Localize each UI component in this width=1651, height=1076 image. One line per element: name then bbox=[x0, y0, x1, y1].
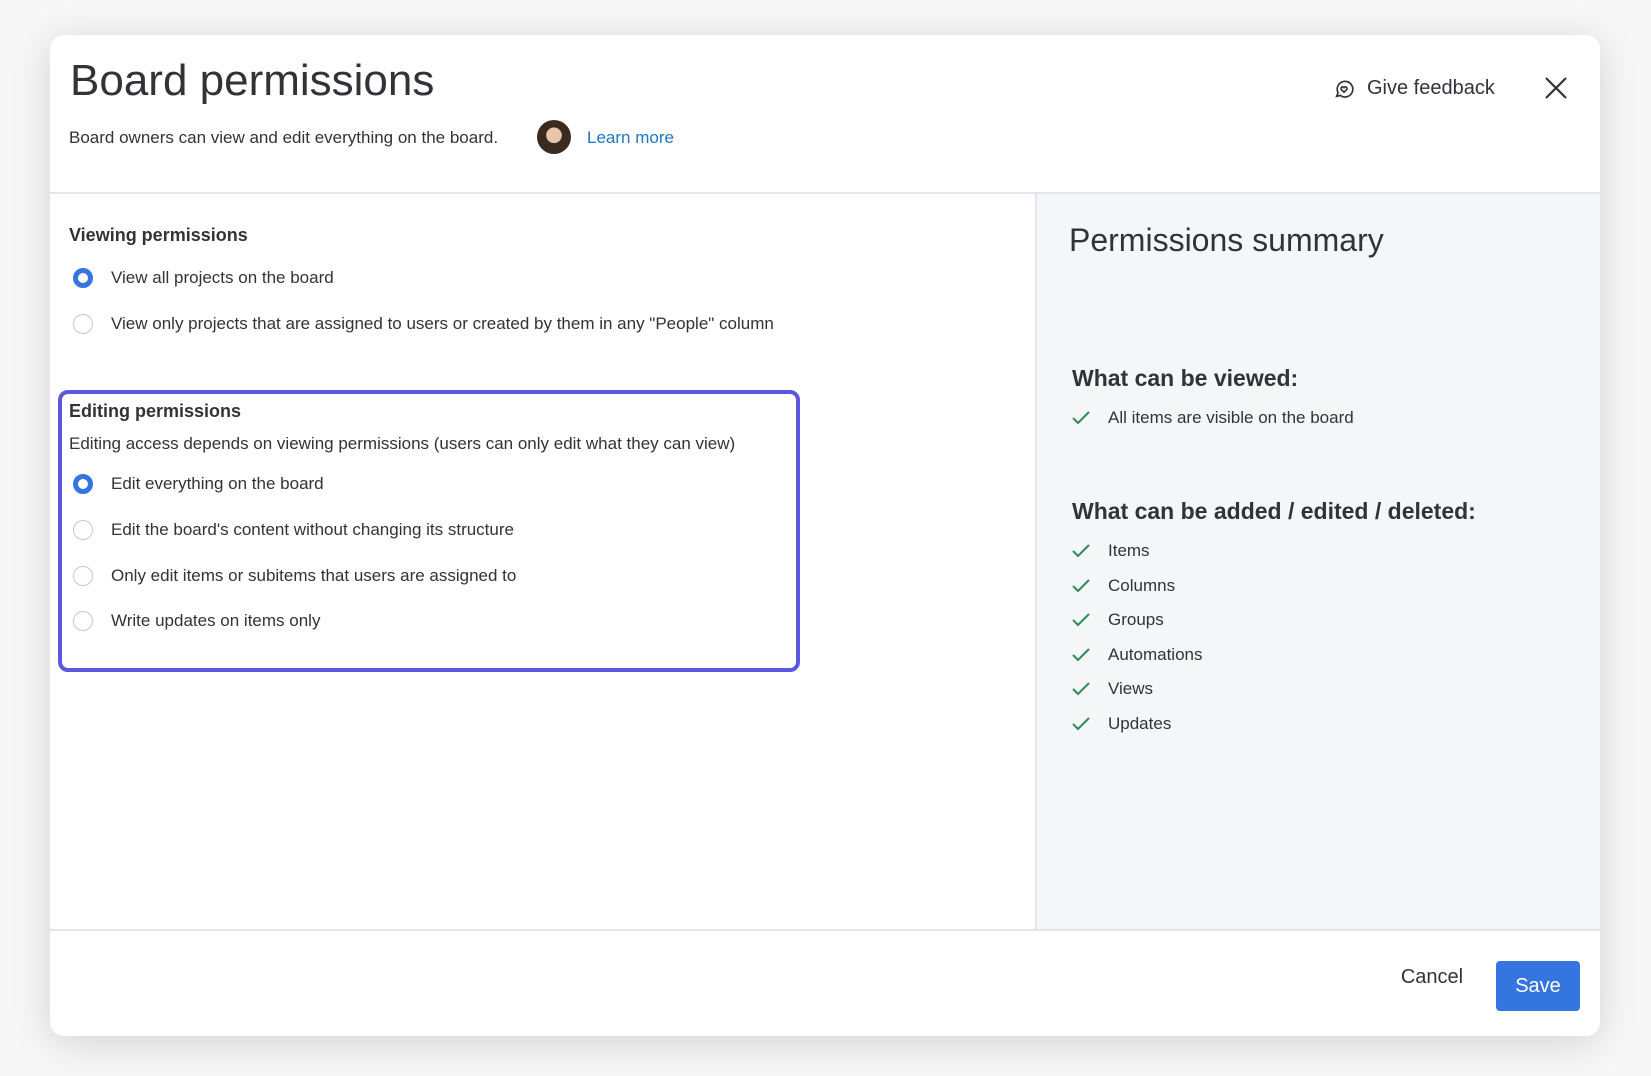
summary-item-label: Columns bbox=[1108, 575, 1176, 595]
edit-option-content[interactable] bbox=[73, 520, 514, 540]
summary-item-label: Automations bbox=[1108, 644, 1203, 664]
give-feedback-label: Give feedback bbox=[1367, 77, 1495, 99]
avatar bbox=[537, 120, 571, 154]
radio-label: View only projects that are assigned to users or created by them in any "People" column bbox=[111, 314, 774, 333]
radio-label: View all projects on the board bbox=[111, 268, 334, 287]
summary-item-label: Groups bbox=[1108, 610, 1164, 630]
page-title: Board permissions bbox=[70, 56, 435, 105]
summary-item-label: All items are visible on the board bbox=[1108, 408, 1354, 427]
check-icon bbox=[1072, 717, 1090, 731]
summary-title: Permissions summary bbox=[1069, 222, 1384, 258]
radio-unselected[interactable] bbox=[73, 611, 93, 631]
edit-option-updates[interactable] bbox=[73, 611, 320, 631]
radio-unselected[interactable] bbox=[73, 566, 93, 586]
viewed-heading: What can be viewed: bbox=[1072, 365, 1299, 391]
radio-unselected[interactable] bbox=[73, 314, 93, 334]
feedback-heart-icon bbox=[1333, 78, 1355, 100]
radio-label: Edit everything on the board bbox=[111, 474, 324, 493]
summary-item bbox=[1072, 541, 1150, 561]
subtitle: Board owners can view and edit everything on the board. bbox=[69, 128, 499, 147]
radio-label: Only edit items or subitems that users are assigned to bbox=[111, 566, 517, 585]
cancel-button[interactable]: Cancel bbox=[1400, 965, 1464, 988]
learn-more-link[interactable]: Learn more bbox=[587, 128, 674, 147]
radio-selected[interactable] bbox=[73, 268, 93, 288]
board-permissions-dialog bbox=[50, 35, 1600, 1036]
save-button[interactable]: Save bbox=[1496, 961, 1580, 1011]
permissions-summary-panel bbox=[1035, 194, 1600, 930]
radio-unselected[interactable] bbox=[73, 520, 93, 540]
editing-description: Editing access depends on viewing permissions (users can only edit what they can view) bbox=[69, 434, 736, 453]
check-icon bbox=[1072, 544, 1090, 558]
radio-label: Edit the board's content without changing its structure bbox=[111, 520, 514, 539]
summary-item-label: Items bbox=[1108, 541, 1150, 560]
radio-selected[interactable] bbox=[73, 474, 93, 494]
check-icon bbox=[1072, 648, 1090, 662]
summary-item bbox=[1072, 714, 1171, 734]
close-icon[interactable] bbox=[1542, 74, 1570, 102]
summary-item bbox=[1072, 576, 1175, 596]
edit-option-assigned[interactable] bbox=[73, 566, 516, 586]
footer-divider bbox=[50, 929, 1600, 931]
summary-item bbox=[1072, 679, 1153, 699]
give-feedback-button[interactable] bbox=[1333, 77, 1495, 100]
edited-heading: What can be added / edited / deleted: bbox=[1072, 498, 1476, 524]
editing-heading: Editing permissions bbox=[69, 401, 242, 421]
check-icon bbox=[1072, 579, 1090, 593]
check-icon bbox=[1072, 613, 1090, 627]
view-option-all[interactable] bbox=[73, 268, 334, 288]
viewing-heading: Viewing permissions bbox=[69, 225, 248, 245]
check-icon bbox=[1072, 682, 1090, 696]
view-option-assigned[interactable] bbox=[73, 314, 774, 334]
summary-item-label: Views bbox=[1108, 679, 1154, 699]
summary-item bbox=[1072, 408, 1354, 428]
edit-option-everything[interactable] bbox=[73, 474, 324, 494]
summary-item bbox=[1072, 645, 1203, 665]
check-icon bbox=[1072, 411, 1090, 425]
radio-label: Write updates on items only bbox=[111, 611, 321, 630]
summary-item-label: Updates bbox=[1108, 714, 1172, 733]
summary-item bbox=[1072, 610, 1164, 630]
